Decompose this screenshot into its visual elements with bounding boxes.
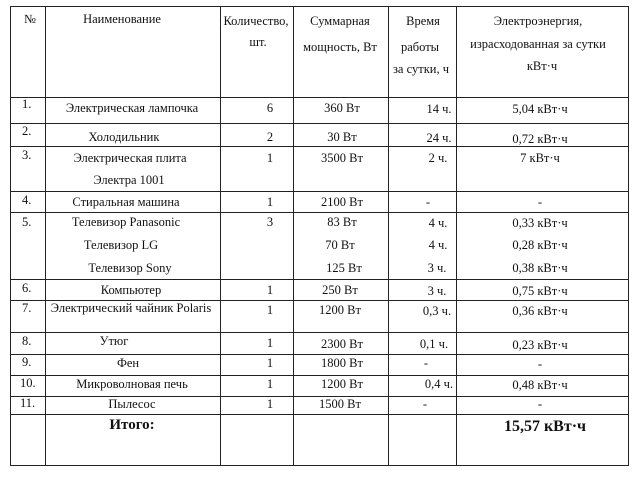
row-power: 1200 Вт [321,377,363,391]
row-power: 3500 Вт [321,151,363,165]
row-qty: 2 [266,130,274,144]
row-time: 3 ч. [427,261,447,275]
row-qty: 1 [266,397,274,411]
row-qty: 1 [266,356,274,370]
header-energy-line2: израсходованная за сутки [470,37,606,51]
row-num: 7. [22,301,32,315]
row-power: 2300 Вт [321,337,363,351]
row-energy: 5,04 кВт·ч [512,102,568,116]
row-num: 2. [22,124,32,138]
row-name-line2: Электра 1001 [93,173,165,187]
row-num: 10. [20,376,36,390]
row-num: 6. [22,281,32,295]
row-name: Микроволновая печь [76,377,188,391]
row-num: 5. [22,215,32,229]
column-divider [45,6,46,466]
column-divider [220,6,221,466]
row-divider [10,279,629,280]
header-qty-line2: шт. [249,35,267,49]
row-time: 0,3 ч. [422,304,452,318]
row-qty: 1 [266,283,274,297]
total-label: Итого: [109,417,155,433]
row-power: 2100 Вт [321,195,363,209]
row-time: 4 ч. [428,238,448,252]
row-qty: 3 [266,215,274,229]
row-name: Телевизор Sony [88,261,172,275]
row-energy: 0,33 кВт·ч [512,216,568,230]
header-name: Наименование [83,12,161,26]
column-divider [456,6,457,466]
header-num: № [24,12,36,26]
row-energy: 0,28 кВт·ч [512,238,568,252]
column-divider [293,6,294,466]
row-time: - [422,397,428,411]
header-time-line3: за сутки, ч [392,62,450,76]
row-time: 14 ч. [426,102,452,116]
row-divider [10,97,629,98]
row-name: Утюг [99,334,129,348]
total-value: 15,57 кВт·ч [503,418,587,435]
row-energy: 0,36 кВт·ч [512,304,568,318]
row-qty: 1 [266,195,274,209]
row-power: 1800 Вт [321,356,363,370]
row-divider [10,123,629,124]
row-name-line1: Электрическая плита [73,151,187,165]
row-name: Телевизор Panasonic [71,215,181,229]
row-name: Телевизор LG [83,238,159,252]
row-name: Компьютер [100,283,162,297]
row-energy: 0,48 кВт·ч [512,378,568,392]
row-divider [10,354,629,355]
row-energy: 0,38 кВт·ч [512,261,568,275]
row-power: 1500 Вт [319,397,361,411]
row-time: 24 ч. [426,131,452,145]
row-divider [10,212,629,213]
row-name: Электрический чайник Polaris [50,301,212,315]
row-time: 0,4 ч. [424,377,454,391]
row-num: 1. [22,97,32,111]
row-power: 70 Вт [325,238,355,252]
row-power: 1200 Вт [319,303,361,317]
row-qty: 1 [266,151,274,165]
header-energy-line3: кВт·ч [526,59,558,73]
row-name: Фен [116,356,140,370]
row-qty: 6 [266,101,274,115]
row-divider [10,414,629,415]
row-name: Холодильник [88,130,160,144]
row-energy: - [537,195,543,209]
row-qty: 1 [266,303,274,317]
row-power: 125 Вт [326,261,362,275]
row-num: 8. [22,334,32,348]
row-energy: 0,72 кВт·ч [512,132,568,146]
row-divider [10,191,629,192]
column-divider [388,6,389,466]
row-num: 11. [20,396,36,410]
row-time: 0,1 ч. [419,337,449,351]
row-energy: 0,23 кВт·ч [512,338,568,352]
row-power: 83 Вт [327,215,357,229]
header-qty-line1: Количество, [223,14,289,28]
row-time: 4 ч. [428,216,448,230]
row-divider [10,146,629,147]
row-name: Стиральная машина [72,195,180,209]
row-energy: 7 кВт·ч [520,151,560,165]
header-power-line2: мощность, Вт [303,40,377,54]
row-divider [10,375,629,376]
row-name: Пылесос [108,397,156,411]
row-qty: 1 [266,377,274,391]
row-divider [10,332,629,333]
row-power: 250 Вт [322,283,358,297]
header-time-line1: Время [406,14,440,28]
row-time: - [423,356,429,370]
row-name: Электрическая лампочка [65,101,199,115]
row-num: 9. [22,355,32,369]
header-energy-line1: Электроэнергия, [493,14,583,28]
row-time: 2 ч. [428,151,448,165]
row-power: 360 Вт [324,101,360,115]
row-power: 30 Вт [327,130,357,144]
row-energy: 0,75 кВт·ч [512,284,568,298]
row-num: 3. [22,148,32,162]
row-energy: - [537,397,543,411]
row-energy: - [537,357,543,371]
row-qty: 1 [266,336,274,350]
row-num: 4. [22,193,32,207]
header-time-line2: работы [400,40,440,54]
header-power-line1: Суммарная [310,14,370,28]
row-time: - [425,195,431,209]
row-time: 3 ч. [427,284,447,298]
